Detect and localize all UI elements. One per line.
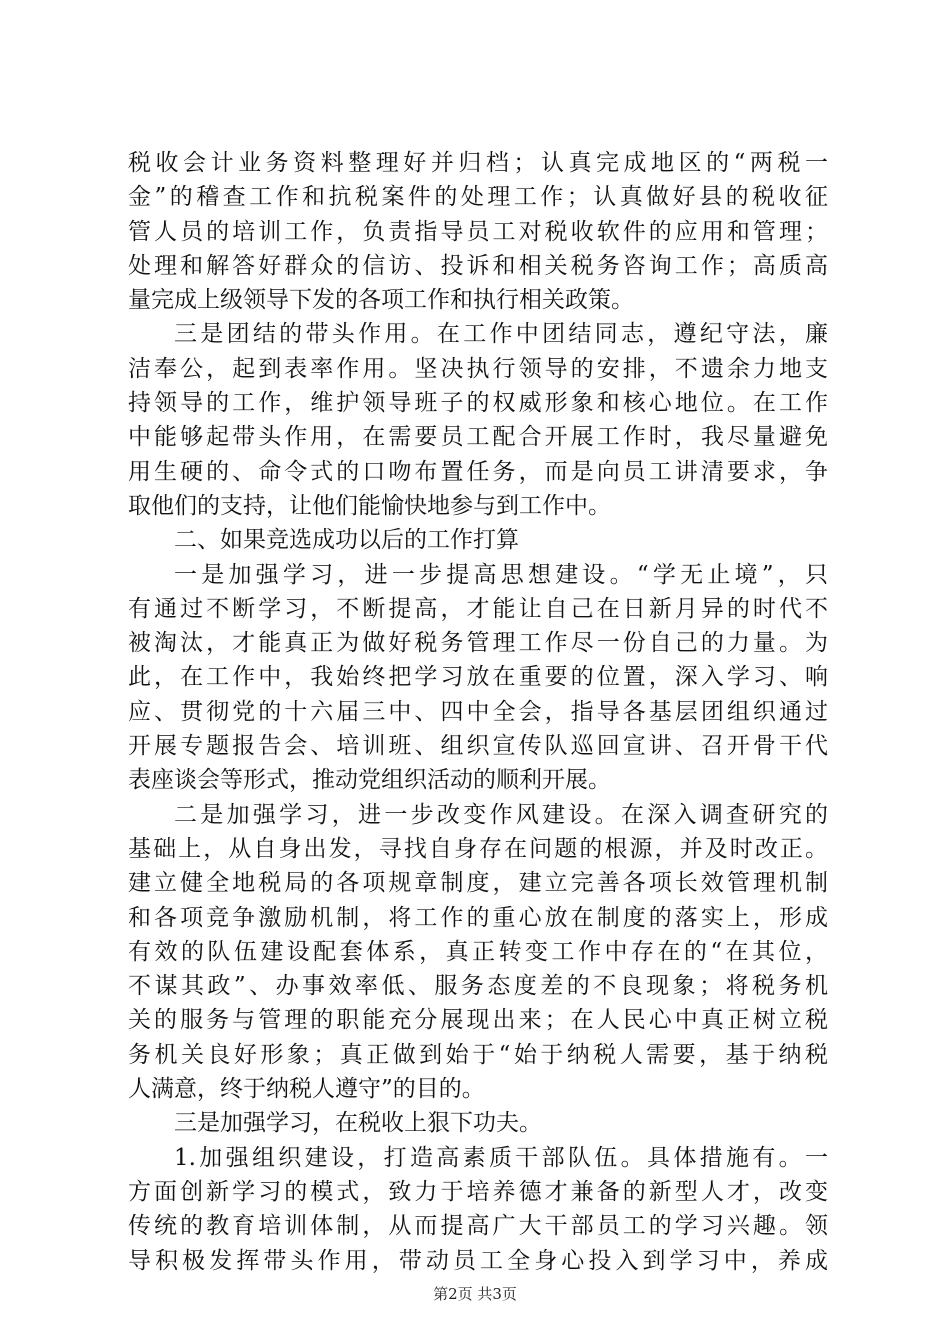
text-line: 有效的队伍建设配套体系，真正转变工作中存在的“在其位，	[128, 938, 828, 965]
text-line: 传统的教育培训体制，从而提高广大干部员工的学习兴趣。领	[128, 1213, 828, 1240]
text-line: 开展专题报告会、培训班、组织宣传队巡回宣讲、召开骨干代	[128, 733, 828, 760]
text-line: 表座谈会等形式，推动党组织活动的顺利开展。	[128, 767, 611, 794]
text-line: 税收会计业务资料整理好并归档；认真完成地区的“两税一	[128, 150, 828, 176]
text-line: 和各项竞争激励机制，将工作的重心放在制度的落实上，形成	[128, 904, 828, 931]
text-line: 此，在工作中，我始终把学习放在重要的位置，深入学习、响	[128, 664, 828, 691]
page-number-footer: 第2页 共3页	[433, 1285, 517, 1303]
text-line: 有通过不断学习，不断提高，才能让自己在日新月异的时代不	[128, 595, 828, 622]
text-line: 方面创新学习的模式，致力于培养德才兼备的新型人才，改变	[128, 1178, 828, 1205]
text-line: 量完成上级领导下发的各项工作和执行相关政策。	[128, 287, 634, 314]
text-line: 金”的稽查工作和抗税案件的处理工作；认真做好县的税收征	[128, 184, 828, 211]
text-line: 二、如果竞选成功以后的工作打算	[174, 527, 519, 554]
text-line: 处理和解答好群众的信访、投诉和相关税务咨询工作；高质高	[128, 252, 828, 279]
document-body	[128, 146, 828, 1278]
text-line: 不谋其政”、办事效率低、服务态度差的不良现象；将税务机	[128, 973, 828, 1000]
text-line: 取他们的支持，让他们能愉快地参与到工作中。	[128, 492, 611, 519]
text-line: 1.加强组织建设，打造高素质干部队伍。具体措施有。一	[174, 1144, 828, 1171]
text-line: 应、贯彻党的十六届三中、四中全会，指导各基层团组织通过	[128, 698, 828, 725]
text-line: 关的服务与管理的职能充分展现出来；在人民心中真正树立税	[128, 1007, 828, 1034]
text-line: 导积极发挥带头作用，带动员工全身心投入到学习中，养成	[128, 1247, 828, 1274]
text-line: 被淘汰，才能真正为做好税务管理工作尽一份自己的力量。为	[128, 630, 828, 657]
text-line: 三是加强学习，在税收上狠下功夫。	[174, 1110, 542, 1137]
text-line: 洁奉公，起到表率作用。坚决执行领导的安排，不遗余力地支	[128, 355, 828, 382]
text-line: 务机关良好形象；真正做到始于“始于纳税人需要，基于纳税	[128, 1041, 828, 1068]
text-line: 用生硬的、命令式的口吻布置任务，而是向员工讲清要求，争	[128, 458, 828, 485]
text-line: 建立健全地税局的各项规章制度，建立完善各项长效管理机制	[128, 870, 828, 897]
text-line: 人满意，终于纳税人遵守”的目的。	[128, 1076, 485, 1103]
text-line: 基础上，从自身出发，寻找自身存在问题的根源，并及时改正。	[128, 835, 828, 862]
text-line: 持领导的工作，维护领导班子的权威形象和核心地位。在工作	[128, 390, 828, 417]
text-line: 一是加强学习，进一步提高思想建设。“学无止境”，只	[174, 561, 828, 588]
text-line: 二是加强学习，进一步改变作风建设。在深入调查研究的	[174, 801, 828, 828]
text-line: 管人员的培训工作，负责指导员工对税收软件的应用和管理；	[128, 218, 828, 245]
text-line: 中能够起带头作用，在需要员工配合开展工作时，我尽量避免	[128, 424, 828, 451]
text-line: 三是团结的带头作用。在工作中团结同志，遵纪守法，廉	[174, 321, 828, 348]
